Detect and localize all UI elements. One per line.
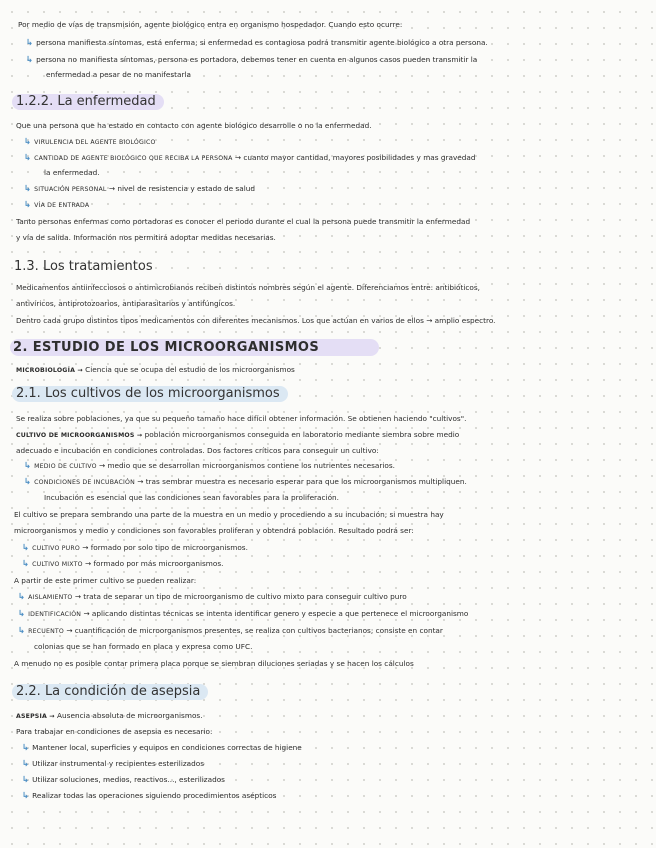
bullet-line: ↳ Mantener local, superficies y equipos en condiciones correctas de higiene xyxy=(22,743,302,753)
text-line: Para trabajar en condiciones de asepsia es necesario: xyxy=(16,727,213,736)
bullet-arrow-icon: ↳ xyxy=(22,543,30,553)
text-line: colonias que se han formado en placa y expresa como UFC. xyxy=(34,642,253,651)
text-line: Medicamentos antiinfecciosos o antimicrobianos reciben distintos nombres según el agente. Diferenciamos entre: antibióticos, xyxy=(16,283,480,292)
bullet-arrow-icon: ↳ xyxy=(26,55,34,65)
text-line: El cultivo se prepara sembrando una parte de la muestra en un medio y procediendo a su incubación; si muestra hay xyxy=(14,510,444,519)
heading-2: 2. ESTUDIO DE LOS MICROORGANISMOS xyxy=(10,339,379,356)
text-line: Se realiza sobre poblaciones, ya que su pequeño tamaño hace difícil obtener información. Se obtienen haciendo "cultivos". xyxy=(16,414,467,423)
text-line: CULTIVO DE MICROORGANISMOS → población microorganismos conseguida en laboratorio mediante siembra sobre medio xyxy=(16,430,460,439)
heading-2-2: 2.2. La condición de asepsia xyxy=(12,684,208,700)
text-line: Tanto personas enfermas como portadoras es conocer el periodo durante el cual la persona puede transmitir la enfermedad xyxy=(16,217,471,226)
bullet-arrow-icon: ↳ xyxy=(24,461,32,471)
bullet-line: ↳ CULTIVO PURO → formado por solo tipo de microorganismos. xyxy=(22,543,248,553)
bullet-arrow-icon: ↳ xyxy=(18,609,26,619)
text-line: adecuado e incubación en condiciones controladas. Dos factores críticos para conseguir un cultivo: xyxy=(16,446,379,455)
heading-1-2-2: 1.2.2. La enfermedad xyxy=(12,94,164,110)
text-line: ASEPSIA → Ausencia absoluta de microorganismos. xyxy=(16,711,203,720)
bullet-line: ↳ VIRULENCIA DEL AGENTE BIOLÓGICO xyxy=(24,137,156,147)
text-line: Dentro cada grupo distintos tipos medicamentos con diferentes mecanismos. Los que actúan en varios de ellos → amplio espectro. xyxy=(16,316,496,325)
text-line: antivíricos, antiprotozoarios, antiparasitarios y antifúngicos. xyxy=(16,299,236,308)
bullet-arrow-icon: ↳ xyxy=(22,759,30,769)
heading-1-3: 1.3. Los tratamientos xyxy=(14,259,153,274)
bullet-arrow-icon: ↳ xyxy=(24,477,32,487)
bullet-arrow-icon: ↳ xyxy=(24,200,32,210)
bullet-line: ↳ AISLAMIENTO → trata de separar un tipo de microorganismo de cultivo mixto para conseguir cultivo puro xyxy=(18,592,407,602)
text-line: A menudo no es posible contar primera placa porque se siembran diluciones seriadas y se hacen los cálculos xyxy=(14,659,414,668)
text-line: la enfermedad. xyxy=(44,168,100,177)
bullet-line: ↳ IDENTIFICACIÓN → aplicando distintas técnicas se intenta identificar genero y especie a que pertenece el microorganismo xyxy=(18,609,469,619)
text-line: Incubación es esencial que las condiciones sean favorables para la proliferación. xyxy=(44,493,339,502)
text-line: MICROBIOLOGÍA → Ciencia que se ocupa del estudio de los microorganismos xyxy=(16,365,295,374)
bullet-arrow-icon: ↳ xyxy=(24,184,32,194)
bullet-line: ↳ RECUENTO → cuantificación de microorganismos presentes, se realiza con cultivos bacterianos; consiste en contar xyxy=(18,626,443,636)
text-line: enfermedad a pesar de no manifestarla xyxy=(46,70,191,79)
text-line: microorganismos y medio y condiciones son favorables proliferan y obtendrá población. Resultado podrá ser: xyxy=(14,526,414,535)
bullet-line: ↳ persona manifiesta síntomas, está enferma; si enfermedad es contagiosa podrá transmitir agente biológico a otra persona. xyxy=(26,38,488,48)
bullet-arrow-icon: ↳ xyxy=(18,592,26,602)
bullet-arrow-icon: ↳ xyxy=(22,775,30,785)
text-line: A partir de este primer cultivo se pueden realizar: xyxy=(14,576,197,585)
bullet-line: ↳ VÍA DE ENTRADA xyxy=(24,200,90,210)
bullet-arrow-icon: ↳ xyxy=(22,743,30,753)
bullet-line: ↳ CULTIVO MIXTO → formado por más microorganismos. xyxy=(22,559,224,569)
bullet-line: ↳ SITUACIÓN PERSONAL → nivel de resistencia y estado de salud xyxy=(24,184,256,194)
bullet-line: ↳ persona no manifiesta síntomas, persona es portadora, debemos tener en cuenta en algunos casos pueden transmitir la xyxy=(26,55,478,65)
bullet-line: ↳ Utilizar soluciones, medios, reactivos..., esterilizados xyxy=(22,775,225,785)
heading-2-1: 2.1. Los cultivos de los microorganismos xyxy=(12,386,288,402)
bullet-arrow-icon: ↳ xyxy=(24,137,32,147)
text-line: Que una persona que ha estado en contacto con agente biológico desarrolle o no la enfermedad. xyxy=(16,121,372,130)
bullet-line: ↳ CANTIDAD DE AGENTE BIOLÓGICO QUE RECIBA LA PERSONA → cuanto mayor cantidad, mayores posibilidades y mas gravedad xyxy=(24,153,476,163)
bullet-arrow-icon: ↳ xyxy=(22,559,30,569)
text-line: Por medio de vías de transmisión, agente biológico entra en organismo hospedador. Cuando esto ocurre: xyxy=(18,20,403,29)
bullet-line: ↳ MEDIO DE CULTIVO → medio que se desarrollan microorganismos contiene los nutrientes necesarios. xyxy=(24,461,395,471)
bullet-arrow-icon: ↳ xyxy=(22,791,30,801)
text-line: y vía de salida. Información nos permitirá adoptar medidas necesarias. xyxy=(16,233,276,242)
bullet-arrow-icon: ↳ xyxy=(18,626,26,636)
bullet-line: ↳ CONDICIONES DE INCUBACIÓN → tras sembrar muestra es necesario esperar para que los microorganismos multipliquen. xyxy=(24,477,467,487)
bullet-line: ↳ Utilizar instrumental y recipientes esterilizados xyxy=(22,759,205,769)
bullet-arrow-icon: ↳ xyxy=(24,153,32,163)
bullet-line: ↳ Realizar todas las operaciones siguiendo procedimientos asépticos xyxy=(22,791,277,801)
bullet-arrow-icon: ↳ xyxy=(26,38,34,48)
